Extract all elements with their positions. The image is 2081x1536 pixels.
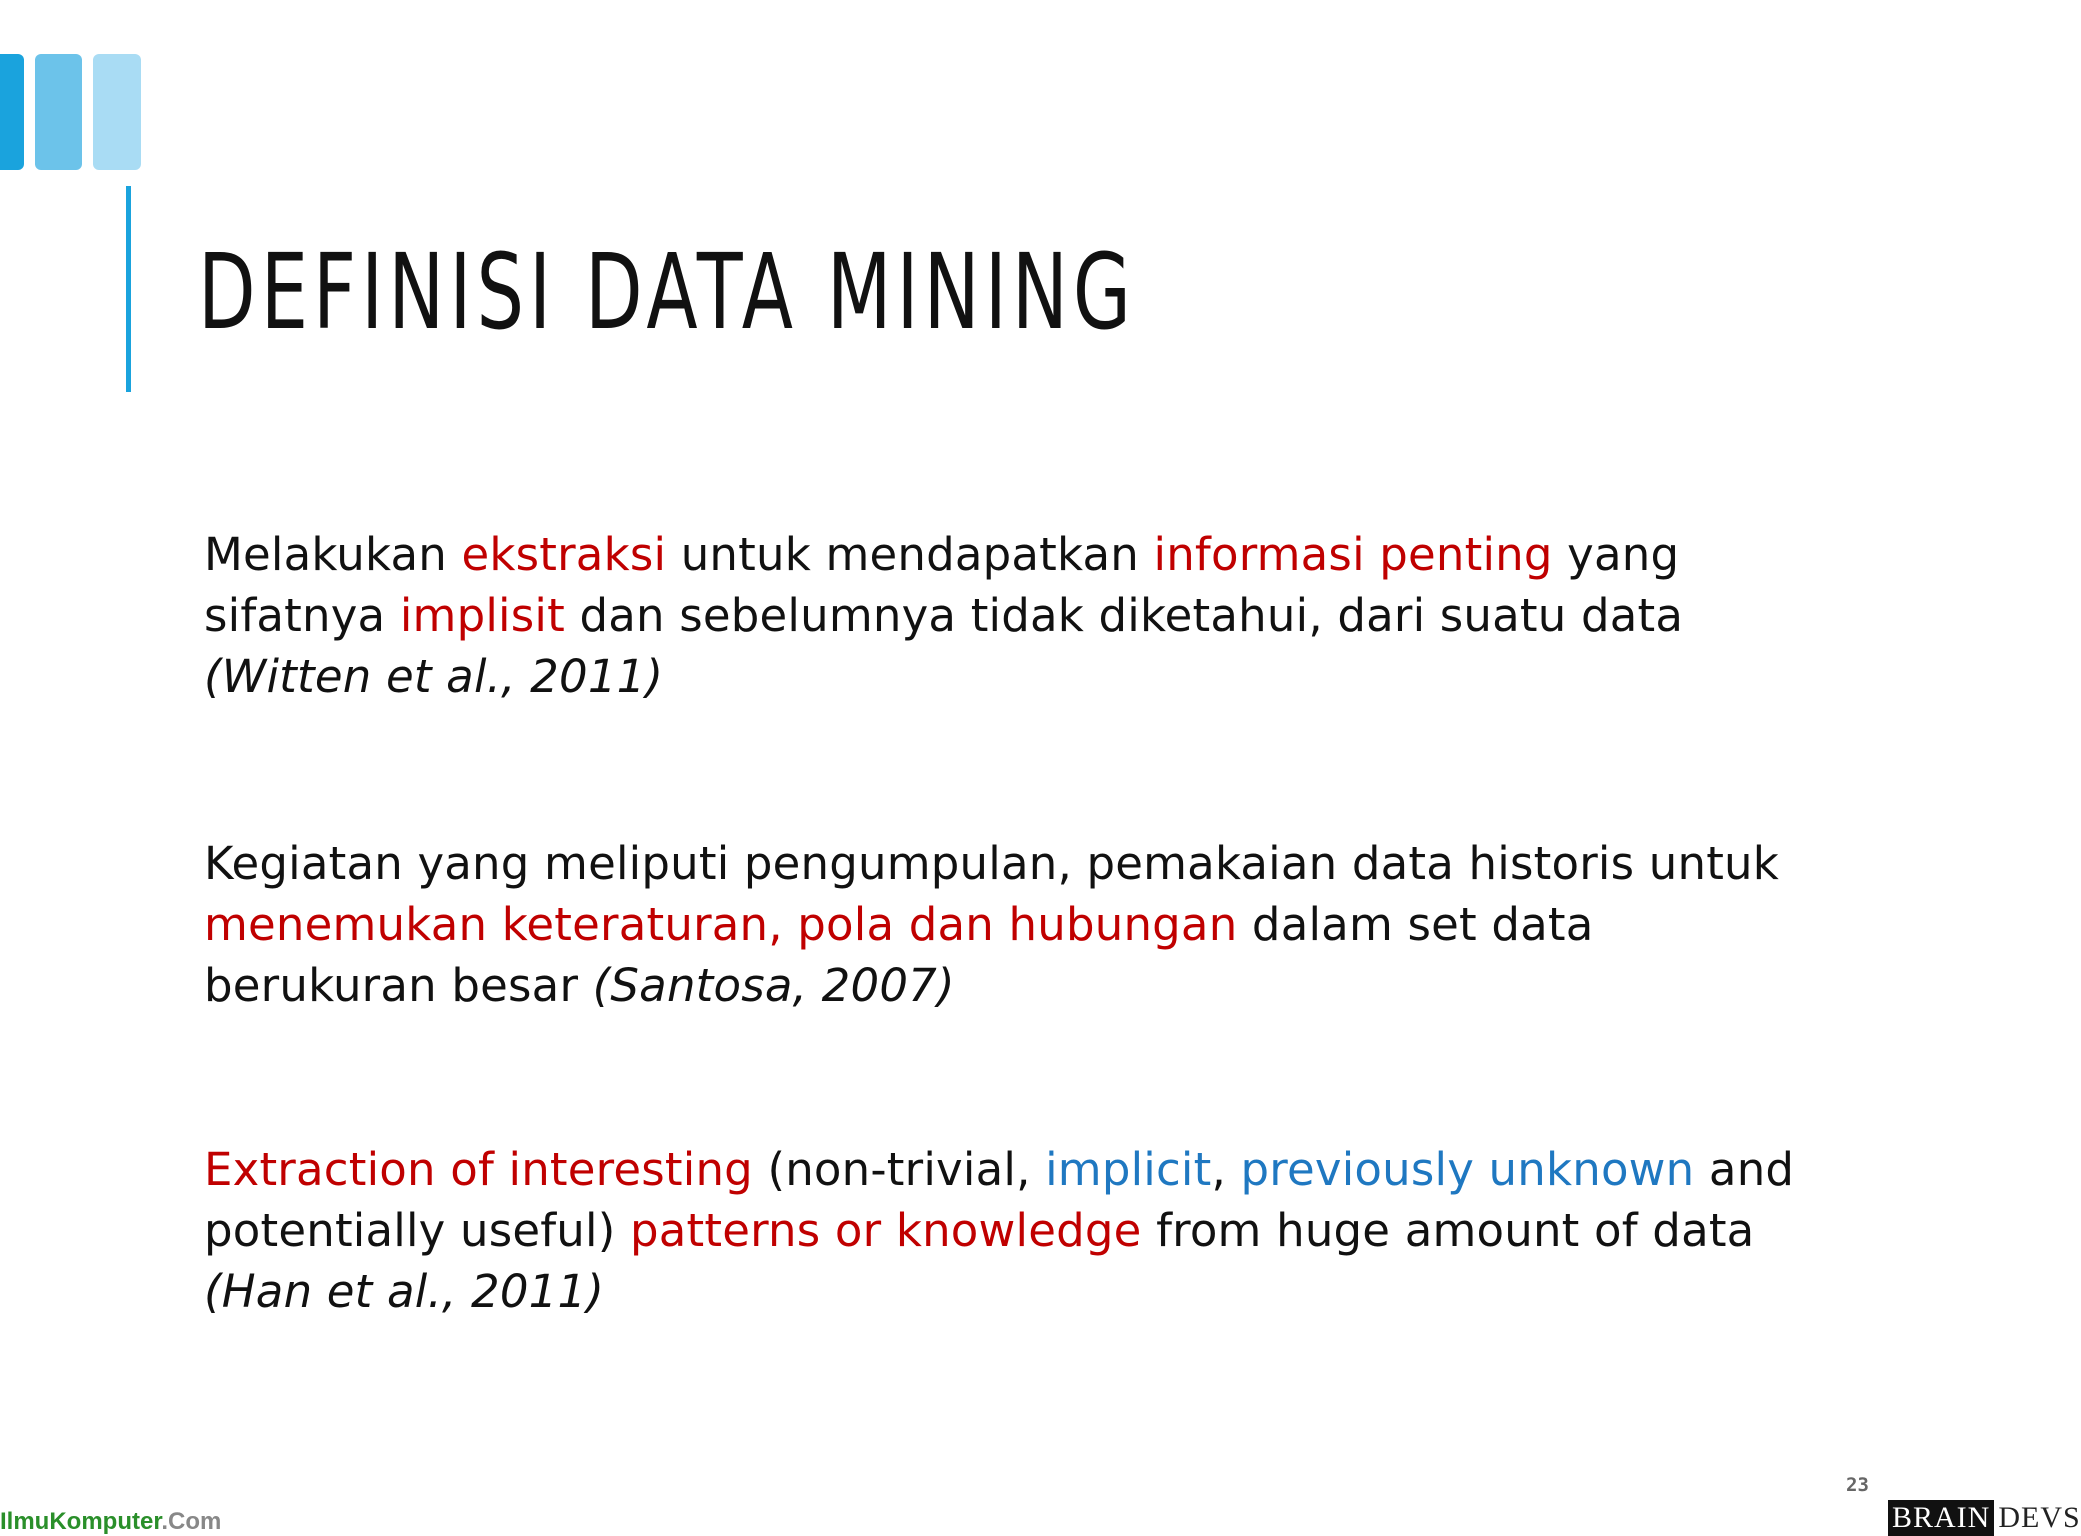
page-number: 23 (1846, 1474, 1869, 1496)
definition-2 (204, 833, 1844, 1016)
definition-text-segment: sifatnya (204, 589, 400, 642)
definition-text-segment: dalam set data (1237, 898, 1594, 951)
logo-left-suffix: .Com (161, 1508, 222, 1535)
definition-text-segment: Kegiatan yang meliputi pengumpulan, pemakaian data historis untuk (204, 837, 1780, 890)
ilmukomputer-logo (0, 1508, 221, 1536)
definition-text-segment: yang (1552, 528, 1680, 581)
definition-1 (204, 524, 1844, 707)
accent-bar-dark (0, 54, 24, 170)
accent-bar-medium (35, 54, 82, 170)
definition-text-segment: Melakukan (204, 528, 462, 581)
definition-text-segment: potentially useful) (204, 1204, 630, 1257)
definition-text-segment: (Witten et al., 2011) (204, 650, 664, 703)
definition-text-segment: , (1211, 1143, 1241, 1196)
definition-text-segment: berukuran besar (204, 959, 593, 1012)
slide-title: DEFINISI DATA MINING (198, 231, 1136, 353)
definition-text-segment: and (1694, 1143, 1795, 1196)
definition-text-segment: untuk mendapatkan (666, 528, 1154, 581)
definition-text-segment: implisit (399, 589, 565, 642)
definition-3 (204, 1139, 1844, 1322)
definition-text-segment: from huge amount of data (1141, 1204, 1755, 1257)
definition-text-segment: menemukan keteraturan, pola dan hubungan (204, 898, 1238, 951)
definition-text-segment: (Han et al., 2011) (204, 1265, 605, 1318)
definition-text-segment: (non-trivial, (752, 1143, 1046, 1196)
definition-text-segment: Extraction of interesting (204, 1143, 753, 1196)
logo-right-brain: BRAIN (1888, 1500, 1994, 1536)
definition-text-segment: dan sebelumnya tidak diketahui, dari suatu data (564, 589, 1684, 642)
definition-text-segment: ekstraksi (461, 528, 667, 581)
definition-text-segment: informasi penting (1153, 528, 1553, 581)
braindevs-logo (1888, 1500, 2081, 1536)
accent-bar-light (93, 54, 141, 170)
definition-text-segment: (Santosa, 2007) (592, 959, 955, 1012)
logo-right-devs: DEVS (1998, 1501, 2081, 1534)
definition-text-segment: implicit (1045, 1143, 1212, 1196)
definition-text-segment: patterns or knowledge (630, 1204, 1142, 1257)
title-accent-line (126, 186, 131, 392)
logo-left-name: IlmuKomputer (0, 1508, 162, 1535)
definition-text-segment: previously unknown (1240, 1143, 1695, 1196)
